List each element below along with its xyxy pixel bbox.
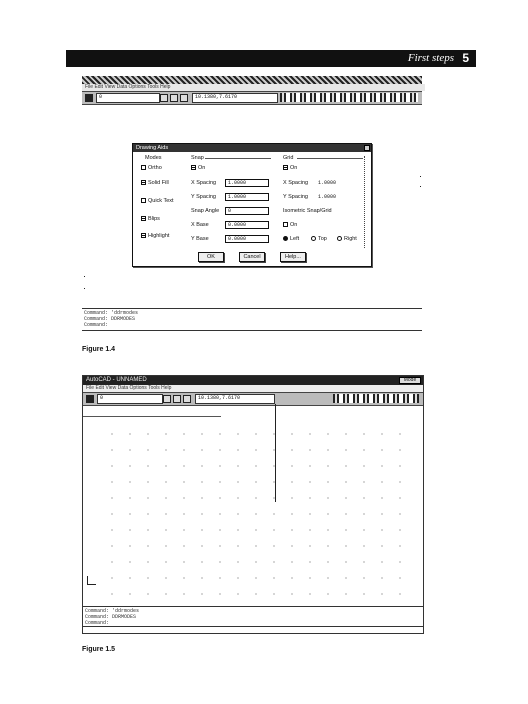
coordinates-display: 10.1380,7.6170 — [195, 394, 275, 404]
standard-toolbar-buttons[interactable] — [333, 394, 419, 403]
isometric-on-checkbox[interactable]: On — [283, 222, 297, 229]
figure-1-4-screenshot — [82, 76, 422, 331]
quick-text-checkbox[interactable]: Quick Text — [141, 198, 174, 205]
window-controls[interactable]: Mode — [399, 377, 421, 384]
layer-color-button[interactable] — [86, 395, 94, 403]
snap-x-base-label: X Base — [191, 222, 209, 228]
snap-group-line — [205, 158, 271, 159]
object-properties-toolbar — [83, 392, 423, 406]
toolbar-button[interactable] — [170, 94, 178, 102]
grid-group-line — [297, 158, 363, 159]
app-title: AutoCAD - UNNAMED — [86, 377, 147, 383]
page-number: 5 — [462, 51, 469, 65]
snap-y-base-field[interactable]: 0.0000 — [225, 235, 269, 243]
figure-1-4-caption: Figure 1.4 — [82, 346, 116, 353]
figure-1-5-screenshot — [82, 375, 424, 634]
dialog-titlebar: Drawing Aids — [133, 144, 371, 152]
drawing-aids-dialog — [132, 143, 372, 267]
grid-on-checkbox[interactable]: On — [283, 165, 297, 172]
grid-heading: Grid — [283, 155, 294, 161]
ok-button[interactable]: OK — [198, 252, 224, 262]
close-icon[interactable] — [364, 145, 370, 151]
snap-heading: Snap — [191, 155, 204, 161]
app-titlebar — [83, 376, 423, 385]
command-history: Command: 'ddrmodes Command: DDRMODES Command: — [85, 608, 140, 626]
snap-y-base-label: Y Base — [191, 236, 209, 242]
command-line-cursor[interactable] — [83, 626, 423, 627]
toolbar-button[interactable] — [160, 94, 168, 102]
snap-angle-label: Snap Angle — [191, 208, 220, 214]
app-titlebar — [82, 76, 422, 84]
ucs-icon — [87, 576, 96, 585]
standard-toolbar-buttons[interactable] — [280, 93, 418, 102]
help-button[interactable]: Help... — [280, 252, 306, 262]
layer-dropdown[interactable]: 0 — [96, 93, 160, 103]
chapter-title: First steps — [407, 52, 454, 64]
grid-dot — [84, 276, 85, 277]
solid-fill-checkbox[interactable]: Solid Fill — [141, 180, 169, 187]
modes-heading: Modes — [145, 155, 162, 161]
isometric-heading: Isometric Snap/Grid — [283, 208, 332, 214]
iso-top-radio[interactable]: Top — [311, 236, 327, 243]
grid-y-spacing-field[interactable]: 1.0000 — [315, 193, 359, 201]
cancel-button[interactable]: Cancel — [239, 252, 265, 262]
command-line-border — [82, 330, 422, 331]
toolbar-button[interactable] — [163, 395, 171, 403]
snap-y-spacing-field[interactable]: 1.0000 — [225, 193, 269, 201]
toolbar-button[interactable] — [173, 395, 181, 403]
running-header — [66, 50, 476, 67]
layer-dropdown[interactable]: 0 — [97, 394, 163, 404]
drawing-grid — [103, 426, 403, 596]
snap-y-spacing-label: Y Spacing — [191, 194, 216, 200]
command-history: Command: 'ddrmodes Command: DDRMODES Command: — [84, 310, 139, 328]
snap-on-checkbox[interactable]: On — [191, 165, 205, 172]
figure-1-5-caption: Figure 1.5 — [82, 646, 116, 653]
snap-x-base-field[interactable]: 0.0000 — [225, 221, 269, 229]
dialog-right-edge — [364, 156, 365, 248]
snap-x-spacing-field[interactable]: 1.0000 — [225, 179, 269, 187]
layer-color-button[interactable] — [85, 94, 93, 102]
grid-dot — [84, 288, 85, 289]
snap-angle-field[interactable]: 0 — [225, 207, 269, 215]
iso-left-radio[interactable]: Left — [283, 236, 299, 243]
command-line-border — [83, 606, 423, 607]
menu-bar[interactable]: File Edit View Data Options Tools Help — [83, 385, 423, 392]
object-properties-toolbar — [82, 91, 422, 105]
blips-checkbox[interactable]: Blips — [141, 216, 160, 223]
coordinates-display: 10.1380,7.6170 — [192, 93, 278, 103]
viewport-divider-horizontal — [83, 416, 221, 417]
snap-x-spacing-label: X Spacing — [191, 180, 217, 186]
menu-bar[interactable]: File Edit View Data Options Tools Help — [82, 84, 425, 91]
grid-dot — [420, 186, 421, 187]
highlight-checkbox[interactable]: Highlight — [141, 233, 169, 240]
iso-right-radio[interactable]: Right — [337, 236, 357, 243]
drawing-area-divider — [82, 308, 422, 309]
grid-x-spacing-field[interactable]: 1.0000 — [315, 179, 359, 187]
ortho-checkbox[interactable]: Ortho — [141, 165, 162, 172]
toolbar-button[interactable] — [183, 395, 191, 403]
toolbar-button[interactable] — [180, 94, 188, 102]
grid-x-spacing-label: X Spacing — [283, 180, 309, 186]
grid-dot — [420, 176, 421, 177]
grid-y-spacing-label: Y Spacing — [283, 194, 308, 200]
